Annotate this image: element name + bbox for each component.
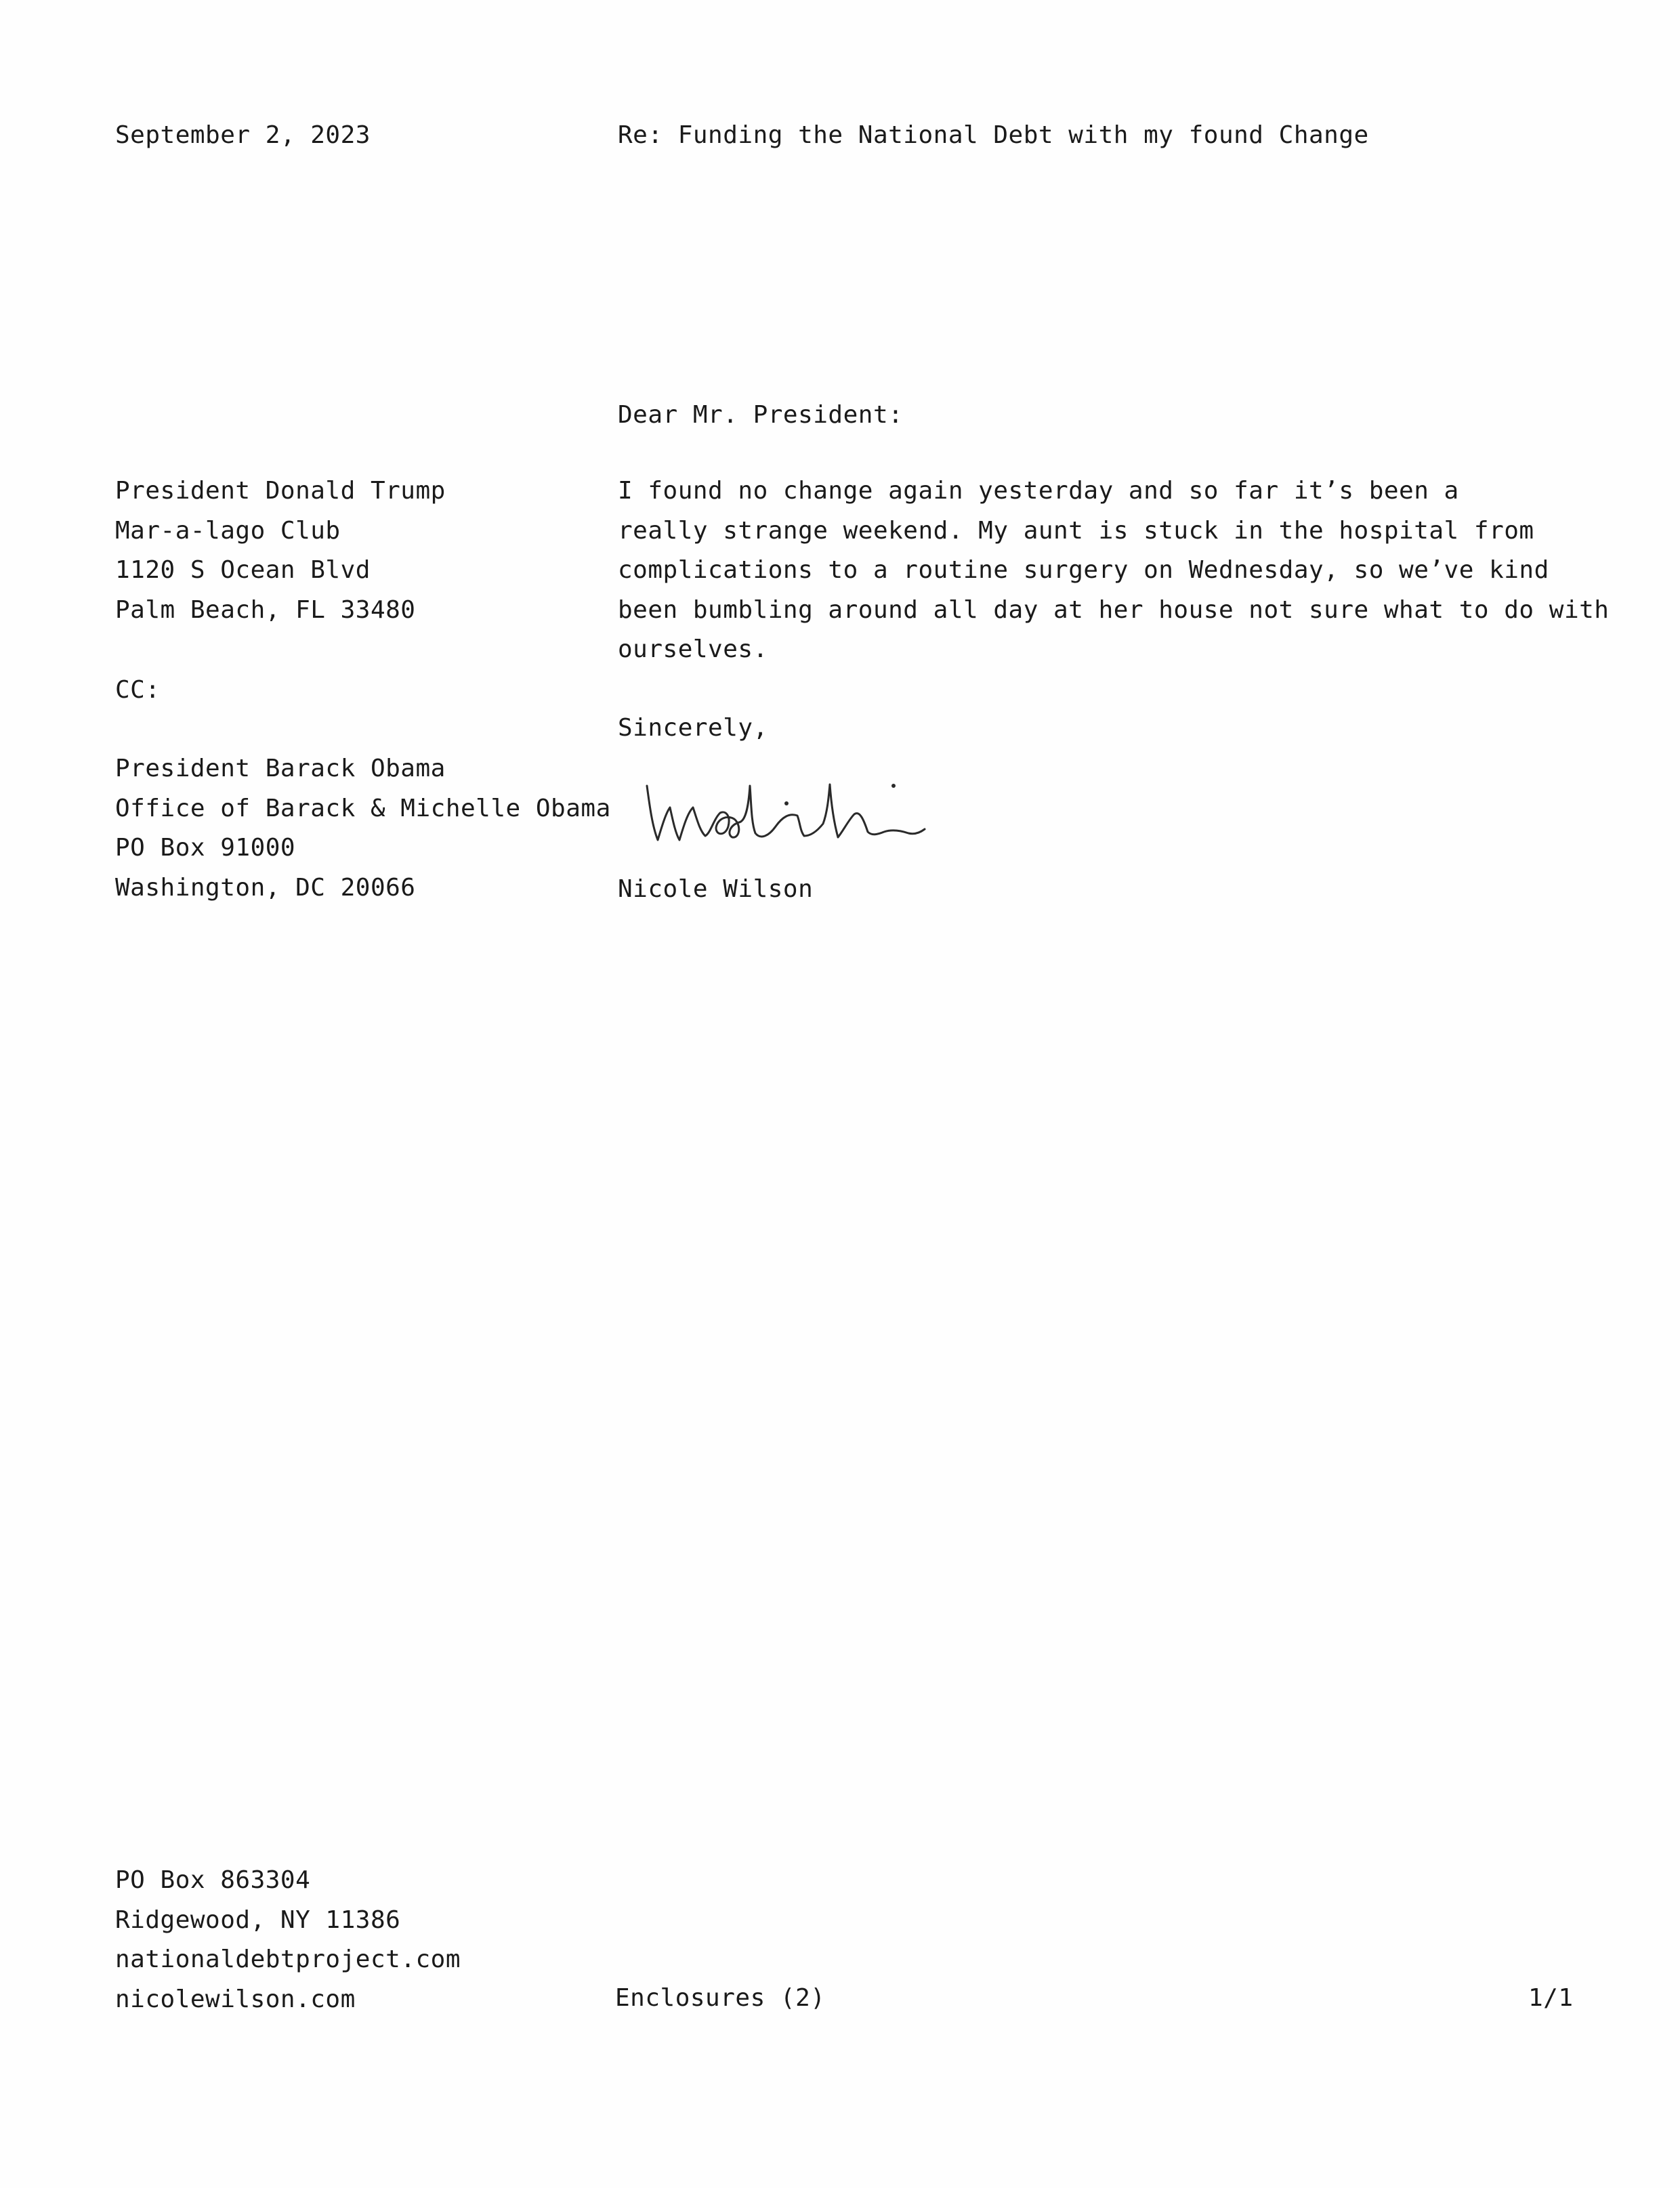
recipient-line: President Donald Trump bbox=[115, 477, 446, 505]
sender-address bbox=[115, 1861, 461, 2019]
letter-body bbox=[618, 471, 1609, 670]
body-line: really strange weekend. My aunt is stuck in the hospital from bbox=[618, 516, 1534, 545]
sender-line: Ridgewood, NY 11386 bbox=[115, 1906, 401, 1934]
letter-date: September 2, 2023 bbox=[115, 121, 371, 149]
cc-line: PO Box 91000 bbox=[115, 834, 296, 862]
sender-line: PO Box 863304 bbox=[115, 1866, 311, 1894]
body-line: ourselves. bbox=[618, 635, 768, 663]
cc-line: President Barack Obama bbox=[115, 755, 446, 782]
enclosures-note: Enclosures (2) bbox=[615, 1984, 826, 2012]
handwritten-signature-icon bbox=[640, 765, 938, 854]
recipient-line: Palm Beach, FL 33480 bbox=[115, 595, 416, 624]
recipient-address bbox=[115, 471, 446, 630]
body-line: I found no change again yesterday and so far it’s been a bbox=[618, 477, 1459, 505]
sender-website: nicolewilson.com bbox=[115, 1985, 356, 2013]
body-line: been bumbling around all day at her house not sure what to do with bbox=[618, 595, 1610, 624]
cc-address bbox=[115, 749, 611, 908]
page-number: 1/1 bbox=[1528, 1984, 1574, 2012]
sender-website: nationaldebtproject.com bbox=[115, 1945, 461, 1973]
salutation: Dear Mr. President: bbox=[618, 401, 904, 429]
recipient-line: Mar-a-lago Club bbox=[115, 516, 341, 545]
cc-line: Office of Barack & Michelle Obama bbox=[115, 794, 611, 822]
cc-label: CC: bbox=[115, 676, 161, 704]
body-line: complications to a routine surgery on Wednesday, so we’ve kind bbox=[618, 556, 1549, 584]
closing: Sincerely, bbox=[618, 714, 768, 742]
signer-name: Nicole Wilson bbox=[618, 875, 814, 903]
letter-subject: Re: Funding the National Debt with my found Change bbox=[618, 121, 1369, 149]
cc-line: Washington, DC 20066 bbox=[115, 873, 416, 902]
recipient-line: 1120 S Ocean Blvd bbox=[115, 556, 371, 584]
